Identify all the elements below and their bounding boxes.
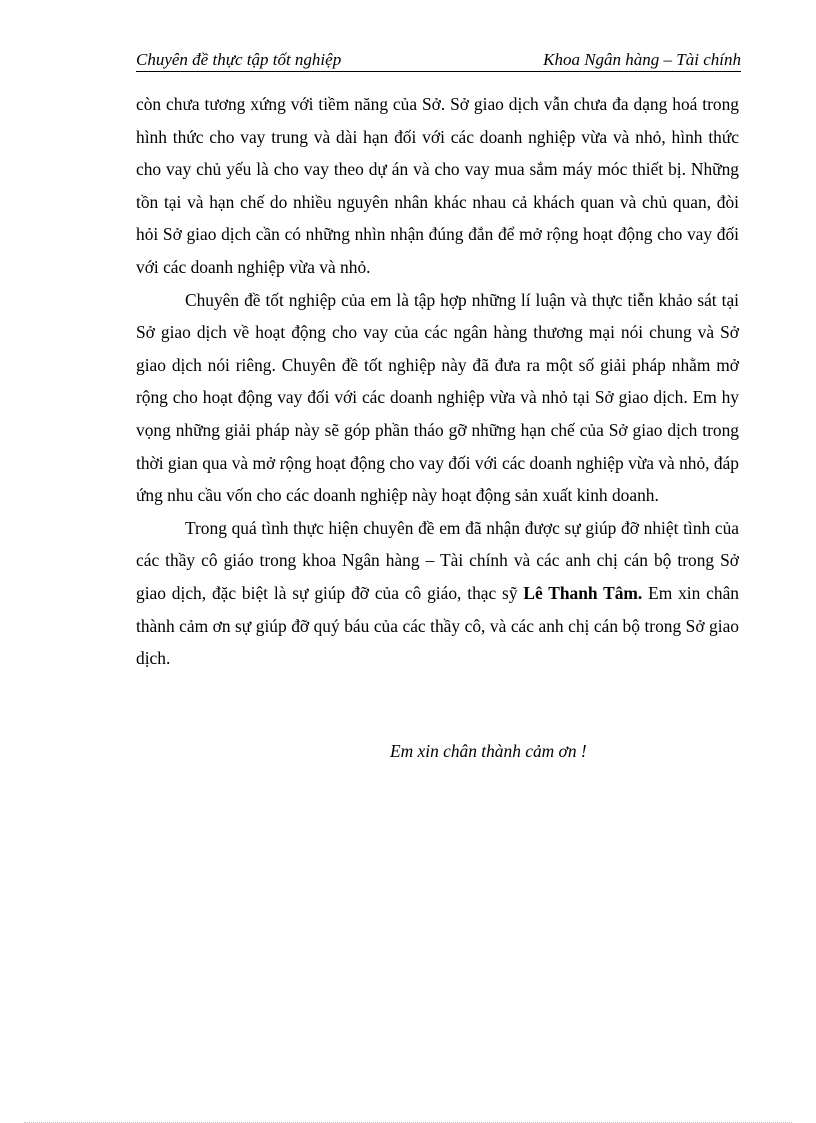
header-right-title: Khoa Ngân hàng – Tài chính [543, 50, 741, 69]
page-header [136, 49, 741, 72]
paragraph-3-text-end: Em xin chân thành cảm ơn sự giúp đỡ quý báu của các thầy cô, và các anh chị cán bộ trong Sở giao dịch. [136, 582, 740, 669]
paragraph-1: còn chưa tương xứng với tiềm năng của Sở. Sở giao dịch vẫn chưa đa dạng hoá trong hình thức cho vay trung và dài hạn đối với các doanh nghiệp vừa và nhỏ, hình thức cho vay chủ yếu là cho vay theo dự án và cho vay mua sắm máy móc thiết bị. Những tồn tại và hạn chế do nhiều nguyên nhân khác nhau cả khách quan và chủ quan, đòi hỏi Sở giao dịch cần có những nhìn nhận đúng đắn để mở rộng hoạt động cho vay đối với các doanh nghiệp vừa và nhỏ. [136, 94, 739, 277]
paragraph-2: Chuyên đề tốt nghiệp của em là tập hợp những lí luận và thực tiễn khảo sát tại Sở giao dịch về hoạt động cho vay của các ngân hàng thương mại nói chung và Sở giao dịch nói riêng. Chuyên đề tốt nghiệp này đã đưa ra một số giải pháp nhằm mở rộng cho hoạt động vay đối với các doanh nghiệp vừa và nhỏ tại Sở giao dịch. Em hy vọng những giải pháp này sẽ góp phần tháo gỡ những hạn chế của Sở giao dịch trong thời gian qua và mở rộng hoạt động cho vay đối với các doanh nghiệp vừa và nhỏ, đáp ứng nhu cầu vốn cho các doanh nghiệp này hoạt động sản xuất kinh doanh. [136, 289, 739, 506]
paragraph-3-text-start: Trong quá tình thực hiện chuyên đề em đã nhận được sự giúp đỡ nhiệt tình của các thầy cô giáo trong khoa Ngân hàng – Tài chính và các anh chị cán bộ trong Sở giao dịch, đặc biệt là sự giúp đỡ của cô giáo, thạc sỹ [136, 517, 739, 603]
document-body [136, 88, 739, 675]
header-left-title: Chuyên đề thực tập tốt nghiệp [136, 50, 342, 69]
paragraph-3 [136, 512, 739, 675]
advisor-name: Lê Thanh Tâm. [523, 582, 643, 603]
signoff-thanks: Em xin chân thành cảm ơn ! [390, 741, 587, 761]
